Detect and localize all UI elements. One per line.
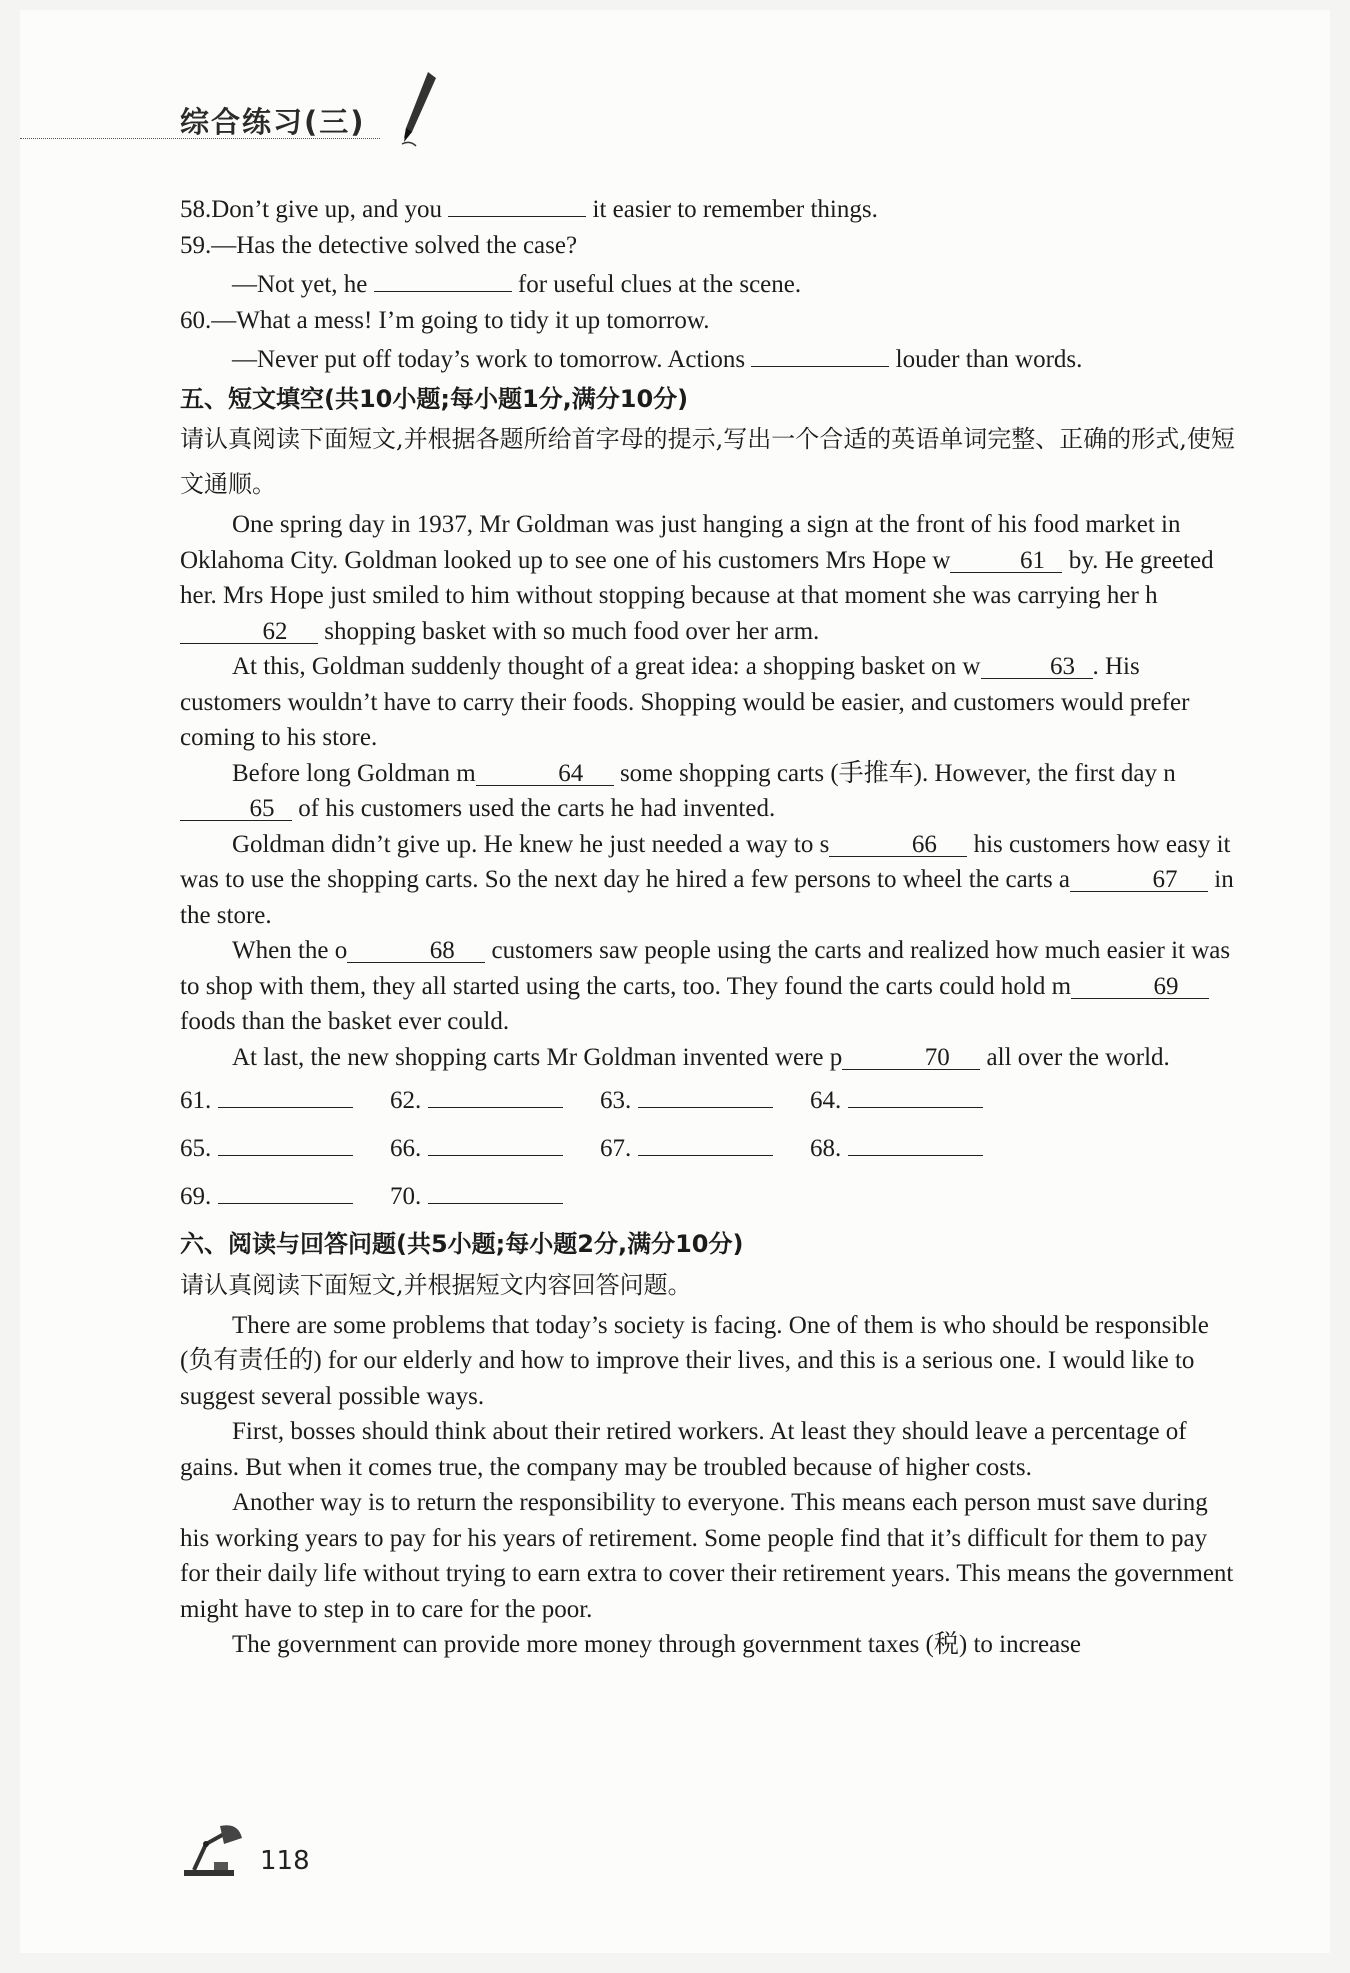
answer-item: 70. (390, 1175, 600, 1223)
header-divider (20, 138, 380, 139)
answer-item: 66. (390, 1127, 600, 1175)
question-text: louder than words. (889, 346, 1083, 373)
passage-paragraph: When the o 68 customers saw people using the carts and realized how much easier it was to shop with them, they all started using the carts, too. They found the carts could hold m 69 foods than the basket ever could. (180, 933, 1240, 1040)
answer-grid (180, 1079, 1220, 1223)
answer-blank[interactable] (751, 338, 889, 367)
page-header (20, 70, 450, 150)
answer-blank[interactable] (428, 1079, 563, 1108)
answer-item: 63. (600, 1079, 810, 1127)
question-60-reply (180, 338, 1240, 378)
page-title: 综合练习(三) (180, 105, 366, 139)
question-text: —What a mess! I’m going to tidy it up tomorrow. (211, 306, 710, 334)
answer-item: 65. (180, 1127, 390, 1175)
passage-paragraph: At last, the new shopping carts Mr Goldman invented were p 70 all over the world. (180, 1040, 1240, 1076)
passage-paragraph: There are some problems that today’s society is facing. One of them is who should be responsible (负有责任的) for our elderly and how to improve their lives, and this is a serious one. I would like to suggest several possible ways. (180, 1311, 1209, 1410)
question-text: it easier to remember things. (586, 196, 878, 223)
pen-icon (398, 70, 438, 150)
cloze-blank-61[interactable]: 61 (950, 544, 1062, 573)
answer-item: 64. (810, 1079, 1020, 1127)
answer-blank[interactable] (848, 1079, 983, 1108)
question-number: 58. (180, 196, 212, 223)
passage-paragraph: Another way is to return the responsibility to everyone. This means each person must save during his working years to pay for his years of retirement. Some people find that it’s difficult for them to pay for their daily life without trying to earn extra to cover their retirement years. This means the government might have to step in to care for the poor. (180, 1489, 1234, 1623)
passage-paragraph: Goldman didn’t give up. He knew he just needed a way to s 66 his customers how easy it was to use the shopping carts. So the next day he hired a few persons to wheel the carts a 67 in the store. (180, 827, 1240, 934)
page-content (180, 188, 1240, 1663)
answer-blank[interactable] (218, 1175, 353, 1204)
question-text: —Not yet, he (232, 271, 374, 298)
passage-paragraph: One spring day in 1937, Mr Goldman was just hanging a sign at the front of his food market in Oklahoma City. Goldman looked up to see one of his customers Mrs Hope w 61 by. He greeted her. Mrs Hope just smiled to him without stopping because at that moment she was carrying her h62 shopping basket with so much food over her arm. (180, 511, 1214, 645)
question-58 (180, 188, 1240, 228)
answer-blank[interactable] (848, 1127, 983, 1156)
question-60 (180, 303, 1240, 339)
cloze-blank-68[interactable]: 68 (347, 934, 485, 963)
passage-paragraph: Before long Goldman m 64 some shopping carts (手推车). However, the first day n65 of his customers used the carts he had invented. (180, 756, 1240, 827)
question-59 (180, 228, 1240, 264)
passage-paragraph: The government can provide more money through government taxes (税) to increase (232, 1631, 1082, 1658)
question-text: —Never put off today’s work to tomorrow. Actions (232, 346, 752, 373)
question-text: Don’t give up, and you (211, 196, 449, 223)
cloze-blank-66[interactable]: 66 (829, 828, 967, 857)
passage-paragraph: First, bosses should think about their retired workers. At least they should leave a percentage of gains. But when it comes true, the company may be troubled because of higher costs. (180, 1418, 1187, 1481)
answer-item: 62. (390, 1079, 600, 1127)
section-6-heading: 六、阅读与回答问题(共5小题;每小题2分,满分10分) (180, 1230, 744, 1258)
answer-blank[interactable] (428, 1175, 563, 1204)
answer-blank[interactable] (428, 1127, 563, 1156)
question-number: 60. (180, 306, 212, 334)
answer-blank[interactable] (638, 1079, 773, 1108)
cloze-blank-64[interactable]: 64 (476, 757, 614, 786)
cloze-blank-69[interactable]: 69 (1071, 970, 1209, 999)
workbook-page (20, 10, 1330, 1953)
cloze-blank-67[interactable]: 67 (1070, 863, 1208, 892)
page-number: 118 (260, 1846, 310, 1876)
cloze-blank-62[interactable]: 62 (180, 615, 318, 644)
answer-blank[interactable] (218, 1079, 353, 1108)
cloze-blank-63[interactable]: 63 (981, 650, 1093, 679)
answer-item: 68. (810, 1127, 1020, 1175)
cloze-blank-70[interactable]: 70 (842, 1041, 980, 1070)
cloze-blank-65[interactable]: 65 (180, 792, 292, 821)
question-text: for useful clues at the scene. (511, 271, 802, 298)
answer-blank[interactable] (374, 263, 512, 292)
answer-blank[interactable] (448, 188, 586, 217)
question-text: —Has the detective solved the case? (211, 231, 578, 259)
answer-blank[interactable] (218, 1127, 353, 1156)
answer-item: 69. (180, 1175, 390, 1223)
question-59-reply (180, 263, 1240, 303)
answer-item: 61. (180, 1079, 390, 1127)
section-5-heading: 五、短文填空(共10小题;每小题1分,满分10分) (180, 384, 689, 413)
section-6-instruction: 请认真阅读下面短文,并根据短文内容回答问题。 (180, 1270, 692, 1299)
question-number: 59. (180, 231, 212, 259)
answer-item: 67. (600, 1127, 810, 1175)
desk-lamp-icon (180, 1822, 250, 1878)
section-5-instruction: 请认真阅读下面短文,并根据各题所给首字母的提示,写出一个合适的英语单词完整、正确的形式,使短文通顺。 (180, 425, 1235, 498)
answer-blank[interactable] (638, 1127, 773, 1156)
passage-paragraph: At this, Goldman suddenly thought of a great idea: a shopping basket on w 63 . His customers wouldn’t have to carry their foods. Shopping would be easier, and customers would prefer coming to his store. (180, 649, 1240, 756)
